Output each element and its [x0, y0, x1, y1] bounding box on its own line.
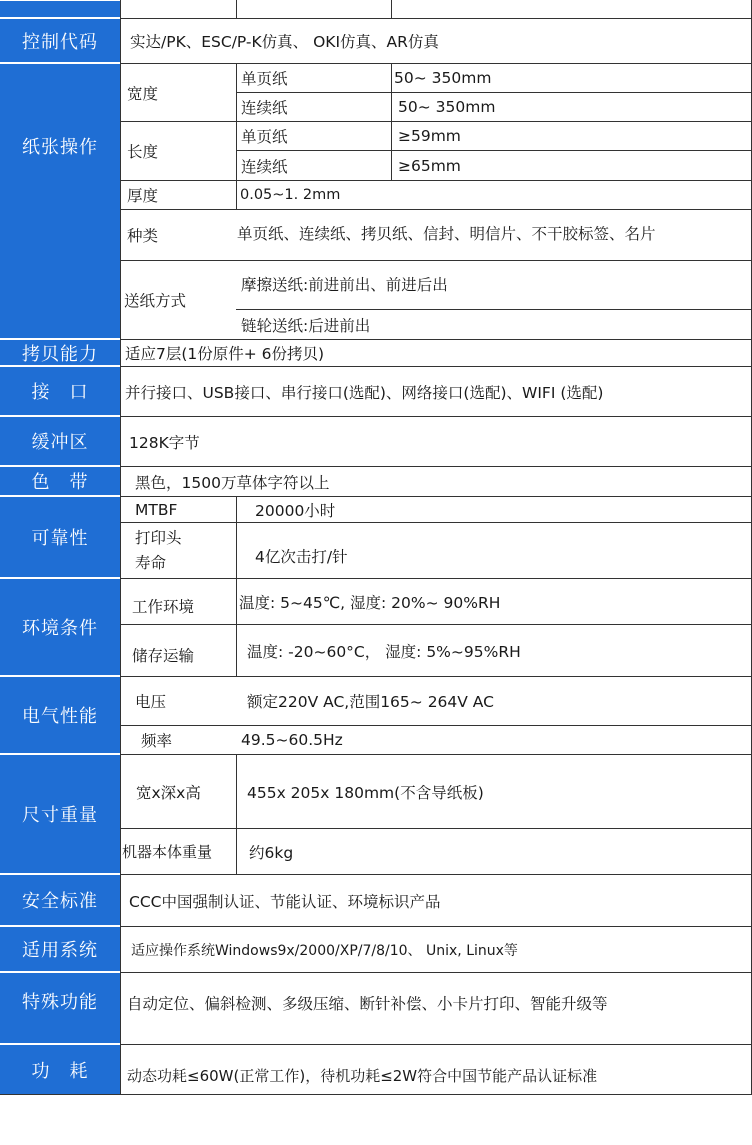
paper-width-cont-value: 50~ 350mm: [398, 98, 496, 116]
head-life-label-line-2: 寿命: [135, 553, 167, 572]
header-size: 尺寸重量: [0, 754, 120, 874]
frequency-label: 频率: [141, 732, 173, 750]
storage-value: 温度: -20~60°C， 湿度: 5%~95%RH: [247, 642, 521, 661]
paper-width-label: 宽度: [127, 84, 159, 103]
header-paper: 纸张操作: [0, 63, 120, 339]
header-ribbon: 色 带: [0, 466, 120, 496]
interface-value: 并行接口、USB接口、串行接口(选配)、网络接口(选配)、WIFI (选配): [125, 383, 604, 402]
dims-label: 宽x深x高: [136, 783, 201, 802]
header-environment: 环境条件: [0, 578, 120, 676]
header-safety: 安全标准: [0, 874, 120, 926]
header-control-code: 控制代码: [0, 18, 120, 63]
header-electrical: 电气性能: [0, 676, 120, 754]
voltage-label: 电压: [135, 693, 167, 711]
buffer-value: 128K字节: [129, 433, 200, 452]
paper-kind-label: 种类: [127, 227, 159, 245]
work-env-value: 温度: 5~45℃, 湿度: 20%~ 90%RH: [239, 593, 501, 612]
paper-feed-tractor: 链轮送纸:后进前出: [241, 316, 371, 335]
head-life-label-line-1: 打印头: [135, 528, 182, 547]
paper-kind-value: 单页纸、连续纸、拷贝纸、信封、明信片、不干胶标签、名片: [237, 225, 656, 243]
paper-length-single-label: 单页纸: [241, 128, 288, 146]
frequency-value: 49.5~60.5Hz: [241, 731, 343, 749]
ribbon-value: 黑色，1500万草体字符以上: [135, 473, 330, 492]
paper-thickness-label: 厚度: [127, 187, 159, 205]
control-code-value: 实达/PK、ESC/P-K仿真、 OKI仿真、AR仿真: [130, 33, 439, 51]
header-os: 适用系统: [0, 926, 120, 972]
storage-label: 储存运输: [132, 646, 195, 665]
head-life-label: [121, 523, 236, 578]
paper-feed-friction: 摩擦送纸:前进前出、前进后出: [241, 276, 448, 294]
mtbf-label: MTBF: [135, 500, 178, 519]
header-copy: 拷贝能力: [0, 339, 120, 366]
header-cell-top-partial: [0, 0, 120, 18]
paper-width-single-value: 50~ 350mm: [394, 69, 492, 87]
safety-value: CCC中国强制认证、节能认证、环境标识产品: [129, 892, 441, 911]
header-special: 特殊功能: [0, 972, 120, 1044]
paper-length-cont-label: 连续纸: [241, 157, 288, 176]
mtbf-value: 20000小时: [255, 501, 336, 520]
header-buffer: 缓冲区: [0, 416, 120, 466]
paper-feed-label: 送纸方式: [124, 292, 187, 310]
paper-length-single-value: ≥59mm: [398, 127, 461, 145]
copy-value: 适应7层(1份原件+ 6份拷贝): [125, 345, 325, 363]
head-life-value: 4亿次击打/针: [255, 547, 348, 566]
work-env-label: 工作环境: [132, 597, 195, 616]
paper-length-label: 长度: [127, 143, 159, 161]
os-value: 适应操作系统Windows9x/2000/XP/7/8/10、 Unix, Linux等: [131, 942, 518, 959]
dims-value: 455x 205x 180mm(不含导纸板): [247, 783, 484, 802]
header-interface: 接 口: [0, 366, 120, 416]
header-power: 功 耗: [0, 1044, 120, 1095]
paper-thickness-value: 0.05~1. 2mm: [240, 187, 341, 203]
voltage-value: 额定220V AC,范围165~ 264V AC: [247, 693, 494, 711]
power-value: 动态功耗≤60W(正常工作)，待机功耗≤2W符合中国节能产品认证标准: [127, 1067, 598, 1085]
header-reliability: 可靠性: [0, 496, 120, 578]
paper-width-cont-label: 连续纸: [241, 99, 288, 117]
paper-length-cont-value: ≥65mm: [398, 156, 461, 175]
weight-label: 机器本体重量: [122, 843, 213, 861]
paper-width-single-label: 单页纸: [241, 70, 288, 88]
special-value: 自动定位、偏斜检测、多级压缩、断针补偿、小卡片打印、智能升级等: [127, 994, 608, 1013]
weight-value: 约6kg: [249, 843, 294, 862]
